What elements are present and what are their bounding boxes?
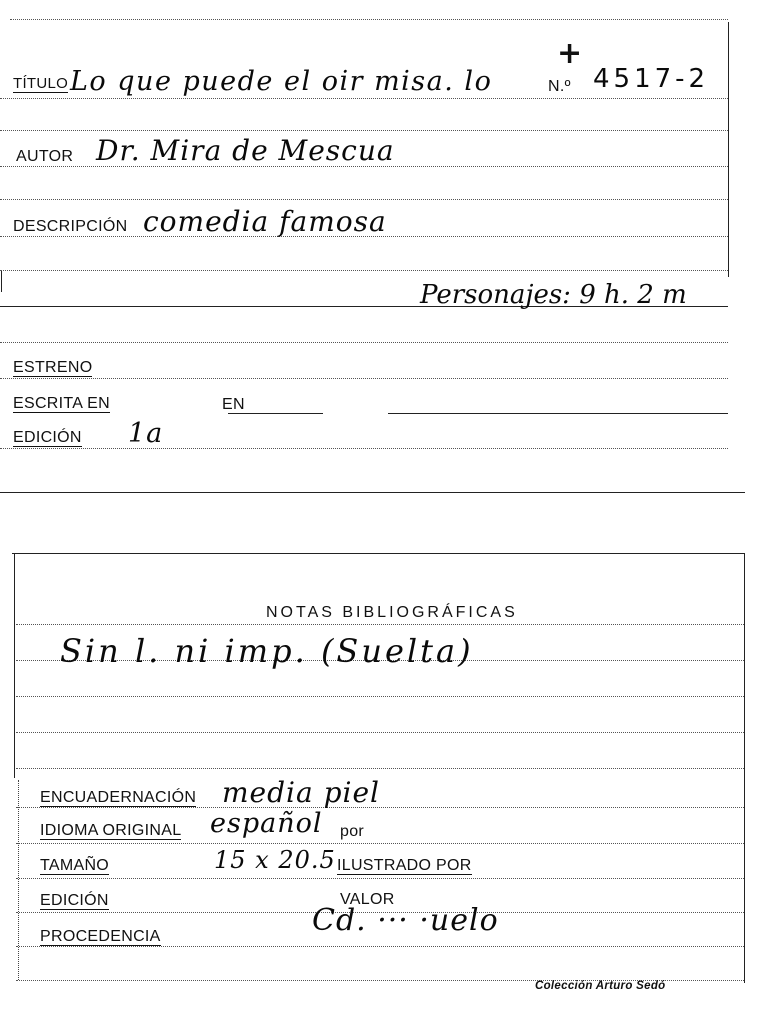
- procedencia-label: PROCEDENCIA: [40, 928, 161, 945]
- rule: [16, 946, 744, 947]
- descripcion-label: DESCRIPCIÓN: [13, 218, 128, 235]
- escrita-en-label: EN: [222, 396, 245, 413]
- card2-top-edge: [12, 553, 745, 554]
- tamano-label: TAMAÑO: [40, 857, 110, 874]
- card-right-edge: [728, 22, 729, 277]
- valor-label: VALOR: [340, 891, 395, 908]
- edicion-value: 1a: [128, 418, 164, 449]
- rule: [16, 843, 744, 844]
- rule: [16, 807, 744, 808]
- card2-left-edge: [14, 553, 15, 778]
- escrita-label: ESCRITA EN: [13, 395, 110, 412]
- rule: [16, 878, 744, 879]
- rule: [388, 413, 728, 414]
- idioma-label: IDIOMA ORIGINAL: [40, 822, 182, 839]
- card2-left-edge-lower: [18, 780, 19, 980]
- titulo-label: TÍTULO: [13, 75, 69, 92]
- edicion2-label: EDICIÓN: [40, 892, 109, 909]
- rule: [0, 448, 728, 449]
- rule: [0, 98, 728, 99]
- card-top-edge: [10, 19, 728, 20]
- por-label: por: [340, 823, 365, 840]
- ilustrado-label: ILUSTRADO POR: [337, 857, 472, 874]
- encuadernacion-label: ENCUADERNACIÓN: [40, 789, 197, 806]
- notas-heading: NOTAS BIBLIOGRÁFICAS: [266, 604, 518, 621]
- rule: [0, 130, 728, 131]
- cross-mark: +: [557, 36, 583, 71]
- estreno-label: ESTRENO: [13, 359, 93, 376]
- numero-value: 4517-2: [593, 64, 710, 94]
- numero-label: N.º: [548, 78, 571, 95]
- notas-value: Sin l. ni imp. (Suelta): [60, 632, 474, 670]
- autor-value: Dr. Mira de Mescua: [96, 134, 395, 167]
- rule: [0, 342, 728, 343]
- personajes-value: Personajes: 9 h. 2 m: [420, 280, 687, 310]
- rule: [0, 378, 728, 379]
- card-left-edge-mark: [1, 270, 2, 292]
- rule: [16, 624, 744, 625]
- rule: [16, 696, 744, 697]
- rule: [0, 199, 728, 200]
- rule: [0, 492, 745, 493]
- encuadernacion-value: media piel: [222, 776, 380, 809]
- idioma-value: español: [210, 808, 323, 839]
- collection-footer: Colección Arturo Sedó: [535, 980, 666, 992]
- edicion-label: EDICIÓN: [13, 429, 82, 446]
- descripcion-value: comedia famosa: [143, 205, 387, 238]
- rule: [16, 768, 744, 769]
- card2-right-edge: [744, 553, 745, 983]
- procedencia-value: Cd. ··· ·uelo: [312, 903, 499, 938]
- rule: [16, 732, 744, 733]
- rule: [0, 270, 728, 271]
- titulo-value: Lo que puede el oir misa. lo: [70, 66, 493, 97]
- tamano-value: 15 x 20.5: [214, 846, 336, 874]
- autor-label: AUTOR: [16, 148, 74, 165]
